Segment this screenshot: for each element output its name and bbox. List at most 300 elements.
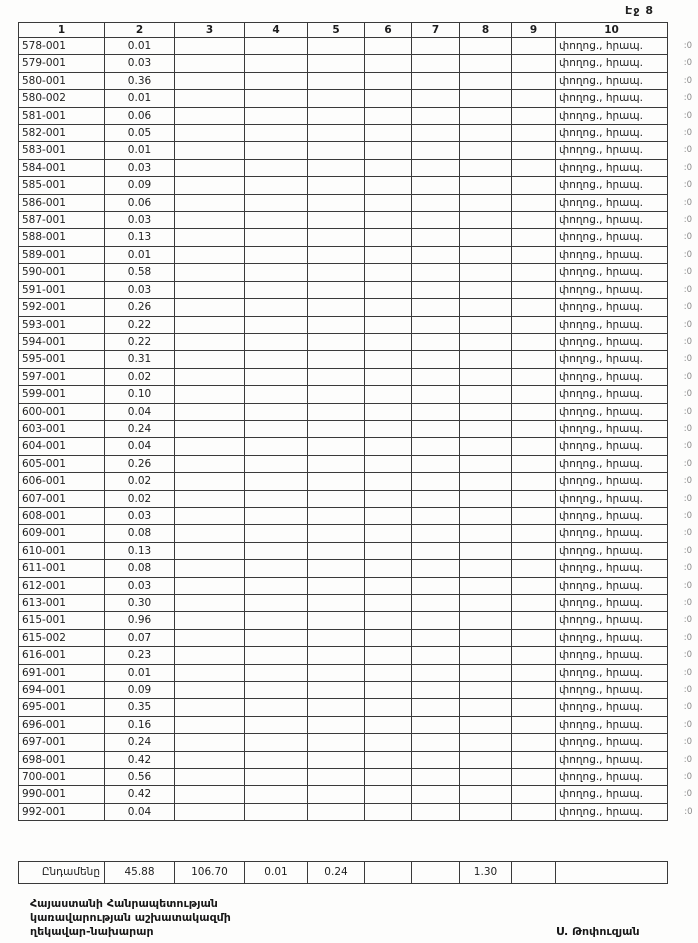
empty-cell <box>175 786 245 803</box>
row-value: 0.02 <box>105 490 175 507</box>
row-note: փողոց., հրապ. <box>556 229 668 246</box>
totals-col9 <box>512 862 556 884</box>
table-row <box>19 716 694 733</box>
empty-cell <box>175 542 245 559</box>
header-row <box>19 23 694 38</box>
empty-cell <box>308 316 365 333</box>
empty-cell <box>245 438 308 455</box>
empty-cell <box>460 803 512 820</box>
empty-cell <box>412 159 460 176</box>
empty-cell <box>512 699 556 716</box>
empty-cell <box>412 786 460 803</box>
totals-col2: 45.88 <box>105 862 175 884</box>
column-header: 6 <box>365 23 412 38</box>
table-row <box>19 107 694 124</box>
table-row <box>19 525 694 542</box>
margin-mark: :0 <box>683 650 692 661</box>
row-value: 0.01 <box>105 90 175 107</box>
row-value: 0.30 <box>105 595 175 612</box>
row-note: փողոց., հրապ. <box>556 716 668 733</box>
empty-cell <box>175 368 245 385</box>
empty-cell <box>412 716 460 733</box>
margin-mark: :0 <box>683 441 692 452</box>
row-value: 0.58 <box>105 264 175 281</box>
empty-cell <box>512 612 556 629</box>
empty-cell <box>175 682 245 699</box>
table-row <box>19 473 694 490</box>
row-note: փողոց., հրապ. <box>556 403 668 420</box>
row-value: 0.03 <box>105 212 175 229</box>
empty-cell <box>365 351 412 368</box>
empty-cell <box>512 420 556 437</box>
empty-cell <box>175 142 245 159</box>
row-note: փողոց., հրապ. <box>556 55 668 72</box>
column-header: 1 <box>19 23 105 38</box>
empty-cell <box>365 438 412 455</box>
row-note: փողոց., հրապ. <box>556 246 668 263</box>
row-code: 696-001 <box>19 716 105 733</box>
empty-cell <box>460 577 512 594</box>
totals-col7 <box>412 862 460 884</box>
table-row <box>19 264 694 281</box>
empty-cell <box>245 177 308 194</box>
empty-cell <box>175 72 245 89</box>
row-code: 615-002 <box>19 629 105 646</box>
empty-cell <box>460 403 512 420</box>
row-value: 0.13 <box>105 229 175 246</box>
row-value: 0.35 <box>105 699 175 716</box>
row-note: փողոց., հրապ. <box>556 90 668 107</box>
empty-cell <box>365 246 412 263</box>
empty-cell <box>512 55 556 72</box>
empty-cell <box>365 38 412 55</box>
empty-cell <box>245 246 308 263</box>
empty-cell <box>512 316 556 333</box>
table-row <box>19 177 694 194</box>
empty-cell <box>365 281 412 298</box>
empty-cell <box>512 351 556 368</box>
row-note: փողոց., հրապ. <box>556 664 668 681</box>
totals-col5: 0.24 <box>308 862 365 884</box>
table-row <box>19 682 694 699</box>
empty-cell <box>365 403 412 420</box>
row-value: 0.03 <box>105 159 175 176</box>
empty-cell <box>245 507 308 524</box>
empty-cell <box>460 229 512 246</box>
empty-cell <box>245 629 308 646</box>
table-row <box>19 629 694 646</box>
row-note: փողոց., հրապ. <box>556 420 668 437</box>
row-note: փողոց., հրապ. <box>556 264 668 281</box>
row-code: 611-001 <box>19 560 105 577</box>
empty-cell <box>175 716 245 733</box>
row-value: 0.16 <box>105 716 175 733</box>
empty-cell <box>245 751 308 768</box>
empty-cell <box>512 177 556 194</box>
column-header: 7 <box>412 23 460 38</box>
row-code: 600-001 <box>19 403 105 420</box>
margin-mark: :0 <box>683 423 692 434</box>
row-code: 605-001 <box>19 455 105 472</box>
empty-cell <box>245 194 308 211</box>
table-row <box>19 560 694 577</box>
margin-mark: :0 <box>683 702 692 713</box>
row-value: 0.42 <box>105 786 175 803</box>
row-code: 603-001 <box>19 420 105 437</box>
empty-cell <box>512 107 556 124</box>
footer-line-1: Հայաստանի Հանրապետության <box>30 897 218 910</box>
empty-cell <box>460 281 512 298</box>
row-note: փողոց., հրապ. <box>556 629 668 646</box>
margin-mark: :0 <box>683 493 692 504</box>
empty-cell <box>460 90 512 107</box>
empty-cell <box>365 699 412 716</box>
row-code: 700-001 <box>19 769 105 786</box>
table-row <box>19 125 694 142</box>
empty-cell <box>245 473 308 490</box>
table-row <box>19 803 694 820</box>
row-code: 612-001 <box>19 577 105 594</box>
empty-cell <box>512 786 556 803</box>
table-row <box>19 351 694 368</box>
row-code: 607-001 <box>19 490 105 507</box>
table-row <box>19 90 694 107</box>
empty-cell <box>245 316 308 333</box>
empty-cell <box>460 455 512 472</box>
empty-cell <box>365 577 412 594</box>
row-value: 0.02 <box>105 368 175 385</box>
empty-cell <box>308 629 365 646</box>
row-code: 615-001 <box>19 612 105 629</box>
margin-mark: :0 <box>683 685 692 696</box>
empty-cell <box>175 769 245 786</box>
empty-cell <box>308 438 365 455</box>
row-value: 0.03 <box>105 281 175 298</box>
table-row <box>19 664 694 681</box>
table-row <box>19 455 694 472</box>
empty-cell <box>175 577 245 594</box>
row-value: 0.36 <box>105 72 175 89</box>
empty-cell <box>245 595 308 612</box>
table-row <box>19 647 694 664</box>
empty-cell <box>512 716 556 733</box>
empty-cell <box>460 699 512 716</box>
row-code: 606-001 <box>19 473 105 490</box>
empty-cell <box>512 647 556 664</box>
empty-cell <box>412 664 460 681</box>
empty-cell <box>460 769 512 786</box>
totals-col6 <box>365 862 412 884</box>
empty-cell <box>512 507 556 524</box>
empty-cell <box>412 125 460 142</box>
empty-cell <box>460 333 512 350</box>
row-code: 992-001 <box>19 803 105 820</box>
empty-cell <box>308 682 365 699</box>
row-code: 584-001 <box>19 159 105 176</box>
table-row <box>19 542 694 559</box>
empty-cell <box>245 490 308 507</box>
empty-cell <box>412 38 460 55</box>
table-row <box>19 281 694 298</box>
row-code: 613-001 <box>19 595 105 612</box>
empty-cell <box>245 525 308 542</box>
table-row <box>19 368 694 385</box>
empty-cell <box>412 525 460 542</box>
empty-cell <box>308 194 365 211</box>
row-note: փողոց., հրապ. <box>556 125 668 142</box>
empty-cell <box>412 107 460 124</box>
empty-cell <box>512 455 556 472</box>
empty-cell <box>412 142 460 159</box>
margin-mark: :0 <box>683 528 692 539</box>
empty-cell <box>175 490 245 507</box>
empty-cell <box>175 194 245 211</box>
column-header: 5 <box>308 23 365 38</box>
empty-cell <box>175 734 245 751</box>
row-value: 0.05 <box>105 125 175 142</box>
empty-cell <box>308 386 365 403</box>
empty-cell <box>512 734 556 751</box>
empty-cell <box>175 403 245 420</box>
row-value: 0.22 <box>105 316 175 333</box>
row-note: փողոց., հրապ. <box>556 507 668 524</box>
empty-cell <box>460 629 512 646</box>
totals-col4: 0.01 <box>245 862 308 884</box>
empty-cell <box>245 612 308 629</box>
empty-cell <box>512 72 556 89</box>
empty-cell <box>245 281 308 298</box>
empty-cell <box>308 525 365 542</box>
row-code: 589-001 <box>19 246 105 263</box>
table-row <box>19 577 694 594</box>
empty-cell <box>245 38 308 55</box>
empty-cell <box>412 734 460 751</box>
empty-cell <box>512 751 556 768</box>
row-note: փողոց., հրապ. <box>556 612 668 629</box>
empty-cell <box>460 177 512 194</box>
row-code: 580-001 <box>19 72 105 89</box>
empty-cell <box>512 490 556 507</box>
empty-cell <box>175 803 245 820</box>
empty-cell <box>460 351 512 368</box>
totals-label: Ընդամենը <box>19 862 105 884</box>
empty-cell <box>412 542 460 559</box>
empty-cell <box>512 246 556 263</box>
empty-cell <box>460 212 512 229</box>
empty-cell <box>365 612 412 629</box>
margin-mark: :0 <box>683 41 692 51</box>
empty-cell <box>175 351 245 368</box>
empty-cell <box>245 333 308 350</box>
margin-mark: :0 <box>683 197 692 208</box>
table-row <box>19 229 694 246</box>
row-note: փողոց., հրապ. <box>556 72 668 89</box>
empty-cell <box>460 595 512 612</box>
row-note: փողոց., հրապ. <box>556 194 668 211</box>
empty-cell <box>412 55 460 72</box>
empty-cell <box>175 299 245 316</box>
empty-cell <box>512 90 556 107</box>
empty-cell <box>460 734 512 751</box>
empty-cell <box>175 264 245 281</box>
empty-cell <box>412 612 460 629</box>
empty-cell <box>245 647 308 664</box>
empty-cell <box>308 490 365 507</box>
empty-cell <box>245 716 308 733</box>
empty-cell <box>412 316 460 333</box>
empty-cell <box>512 403 556 420</box>
row-code: 616-001 <box>19 647 105 664</box>
row-value: 0.56 <box>105 769 175 786</box>
empty-cell <box>175 55 245 72</box>
empty-cell <box>308 125 365 142</box>
footer-line-3: ղեկավար-նախարար <box>30 925 154 938</box>
empty-cell <box>365 525 412 542</box>
empty-cell <box>412 647 460 664</box>
row-note: փողոց., հրապ. <box>556 751 668 768</box>
empty-cell <box>412 420 460 437</box>
empty-cell <box>412 438 460 455</box>
row-code: 608-001 <box>19 507 105 524</box>
empty-cell <box>460 125 512 142</box>
empty-cell <box>365 125 412 142</box>
empty-cell <box>308 264 365 281</box>
row-note: փողոց., հրապ. <box>556 386 668 403</box>
empty-cell <box>245 682 308 699</box>
margin-mark: :0 <box>683 162 692 173</box>
row-value: 0.42 <box>105 751 175 768</box>
empty-cell <box>245 786 308 803</box>
empty-cell <box>412 264 460 281</box>
empty-cell <box>308 577 365 594</box>
empty-cell <box>365 386 412 403</box>
totals-table <box>18 861 694 884</box>
margin-mark: :0 <box>683 110 692 121</box>
row-value: 0.10 <box>105 386 175 403</box>
empty-cell <box>175 612 245 629</box>
empty-cell <box>308 368 365 385</box>
row-note: փողոց., հրապ. <box>556 438 668 455</box>
empty-cell <box>412 90 460 107</box>
empty-cell <box>245 229 308 246</box>
table-row <box>19 159 694 176</box>
row-value: 0.26 <box>105 299 175 316</box>
row-value: 0.26 <box>105 455 175 472</box>
margin-mark: :0 <box>683 580 692 591</box>
empty-cell <box>512 194 556 211</box>
row-code: 590-001 <box>19 264 105 281</box>
empty-cell <box>308 612 365 629</box>
row-value: 0.08 <box>105 560 175 577</box>
totals-margin-cell <box>668 862 694 884</box>
empty-cell <box>308 299 365 316</box>
table-row <box>19 769 694 786</box>
empty-cell <box>460 490 512 507</box>
empty-cell <box>365 716 412 733</box>
empty-cell <box>512 542 556 559</box>
row-code: 604-001 <box>19 438 105 455</box>
empty-cell <box>460 751 512 768</box>
row-code: 594-001 <box>19 333 105 350</box>
empty-cell <box>365 420 412 437</box>
empty-cell <box>365 333 412 350</box>
empty-cell <box>365 107 412 124</box>
empty-cell <box>512 629 556 646</box>
margin-mark: :0 <box>683 249 692 260</box>
table-row <box>19 386 694 403</box>
column-header: 9 <box>512 23 556 38</box>
empty-cell <box>175 420 245 437</box>
empty-cell <box>245 420 308 437</box>
row-code: 580-002 <box>19 90 105 107</box>
margin-mark: :0 <box>683 563 692 574</box>
row-code: 694-001 <box>19 682 105 699</box>
empty-cell <box>412 212 460 229</box>
margin-mark: :0 <box>684 806 693 817</box>
empty-cell <box>308 72 365 89</box>
row-note: փողոց., հրապ. <box>556 595 668 612</box>
margin-mark: :0 <box>683 302 692 313</box>
empty-cell <box>412 629 460 646</box>
table-row <box>19 786 694 803</box>
empty-cell <box>460 560 512 577</box>
row-note: փողոց., հրապ. <box>556 490 668 507</box>
margin-mark: :0 <box>683 719 692 730</box>
empty-cell <box>245 386 308 403</box>
empty-cell <box>412 595 460 612</box>
empty-cell <box>412 351 460 368</box>
empty-cell <box>175 525 245 542</box>
totals-row <box>19 862 694 884</box>
table-row <box>19 55 694 72</box>
empty-cell <box>512 386 556 403</box>
row-note: փողոց., հրապ. <box>556 560 668 577</box>
empty-cell <box>175 560 245 577</box>
totals-col3: 106.70 <box>175 862 245 884</box>
row-code: 583-001 <box>19 142 105 159</box>
empty-cell <box>412 699 460 716</box>
empty-cell <box>365 629 412 646</box>
empty-cell <box>308 699 365 716</box>
empty-cell <box>175 316 245 333</box>
margin-mark: :0 <box>683 458 692 469</box>
empty-cell <box>512 333 556 350</box>
empty-cell <box>245 159 308 176</box>
margin-mark: :0 <box>683 615 692 626</box>
empty-cell <box>460 316 512 333</box>
row-note: փողոց., հրապ. <box>556 803 668 820</box>
empty-cell <box>412 751 460 768</box>
empty-cell <box>308 420 365 437</box>
empty-cell <box>365 682 412 699</box>
row-note: փողոց., հրապ. <box>556 473 668 490</box>
empty-cell <box>365 72 412 89</box>
row-code: 593-001 <box>19 316 105 333</box>
empty-cell <box>308 159 365 176</box>
row-code: 691-001 <box>19 664 105 681</box>
row-note: փողոց., հրապ. <box>556 142 668 159</box>
row-code: 698-001 <box>19 751 105 768</box>
row-note: փողոց., հրապ. <box>556 455 668 472</box>
table-row <box>19 699 694 716</box>
empty-cell <box>460 473 512 490</box>
empty-cell <box>245 455 308 472</box>
empty-cell <box>175 107 245 124</box>
empty-cell <box>412 403 460 420</box>
empty-cell <box>175 438 245 455</box>
empty-cell <box>308 107 365 124</box>
empty-cell <box>245 264 308 281</box>
